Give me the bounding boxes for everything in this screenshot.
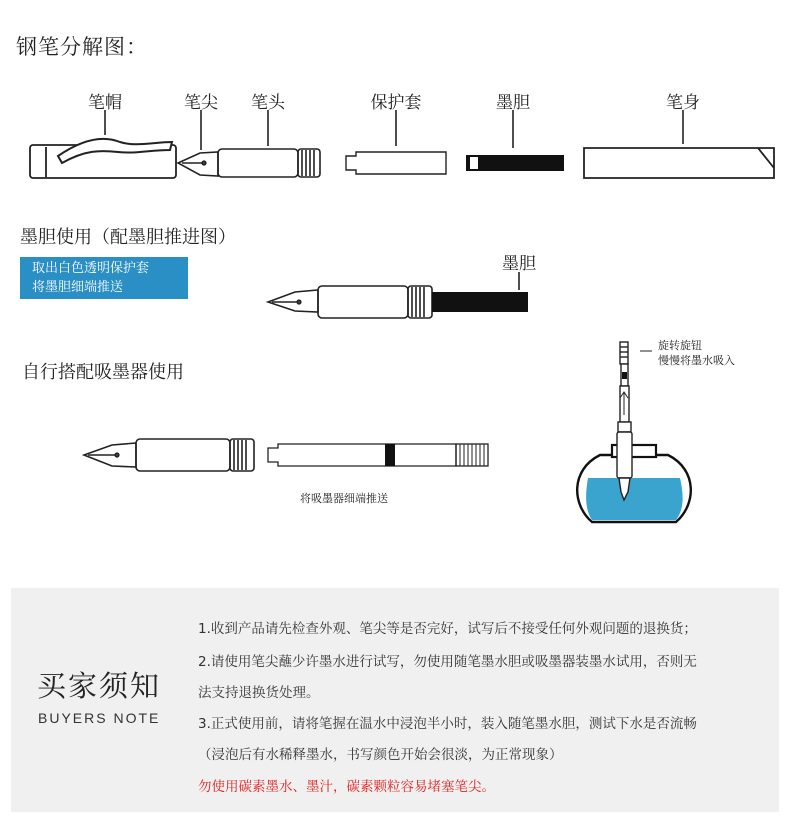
- label-cap: 笔帽: [88, 93, 122, 113]
- note-line-5: （浸泡后有水稀释墨水，书写颜色开始会很淡，为正常现象）: [198, 747, 563, 763]
- cartridge-usage-label: 墨胆: [502, 254, 536, 274]
- note-warning: 勿使用碳素墨水、墨汁，碳素颗粒容易堵塞笔尖。: [198, 779, 495, 795]
- converter-usage-heading: 自行搭配吸墨器使用: [22, 362, 184, 383]
- rotate-line-2: 慢慢将墨水吸入: [658, 354, 735, 367]
- cartridge-usage-heading: 墨胆使用（配墨胆推进图）: [20, 227, 236, 248]
- instruction-line-1: 取出白色透明保护套: [32, 261, 150, 276]
- note-line-4: 3.正式使用前，请将笔握在温水中浸泡半小时，装入随笔墨水胆，测试下水是否流畅: [198, 716, 697, 732]
- rotate-line-1: 旋转旋钮: [658, 339, 702, 352]
- instruction-line-2: 将墨胆细端推送: [32, 280, 124, 295]
- vertical-pen-drawing: [617, 342, 632, 500]
- converter-usage-drawing: [84, 439, 488, 471]
- protective-sleeve-drawing: [346, 152, 446, 174]
- label-cartridge: 墨胆: [496, 93, 530, 113]
- converter-push-label: 将吸墨器细端推送: [300, 492, 388, 505]
- label-barrel: 笔身: [666, 93, 700, 113]
- cap-drawing: [30, 139, 176, 178]
- buyers-note-title: 买家须知: [37, 669, 162, 703]
- rotate-knob-label: [658, 338, 735, 368]
- note-line-2: 2.请使用笔尖蘸少许墨水进行试写，勿使用随笔墨水胆或吸墨器装墨水试用，否则无: [198, 654, 697, 670]
- instruction-box: [20, 257, 188, 299]
- note-line-3: 法支持退换货处理。: [198, 685, 320, 701]
- exploded-view-title: 钢笔分解图：: [16, 35, 148, 59]
- note-line-1: 1.收到产品请先检查外观、笔尖等是否完好，试写后不接受任何外观问题的退换货；: [198, 621, 697, 637]
- cartridge-drawing: [466, 155, 564, 171]
- nib-section-drawing: [178, 149, 320, 177]
- ink-bottle-drawing: [577, 445, 691, 522]
- label-nib-section: 笔头: [251, 93, 285, 113]
- label-nib: 笔尖: [184, 93, 218, 113]
- label-protective-sleeve: 保护套: [370, 93, 422, 113]
- buyers-note-subtitle: BUYERS NOTE: [38, 710, 161, 726]
- barrel-drawing: [584, 148, 774, 178]
